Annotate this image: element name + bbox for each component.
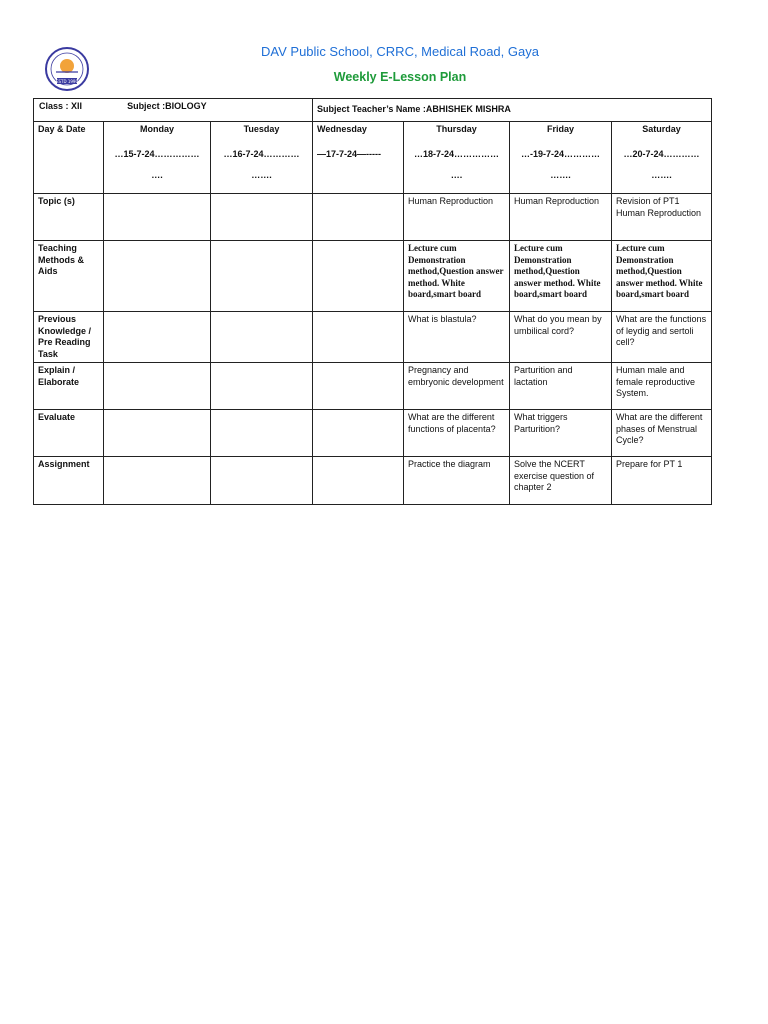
day-date-tail: ….	[151, 170, 163, 180]
table-cell: What triggers Parturition?	[510, 410, 612, 457]
school-name: DAV Public School, CRRC, Medical Road, Gaya	[261, 44, 539, 59]
table-cell	[313, 241, 404, 312]
table-cell: Practice the diagram	[404, 457, 510, 505]
table-cell	[104, 241, 211, 312]
day-name: Friday	[547, 124, 575, 134]
day-cell-friday	[510, 122, 612, 194]
day-date-row	[34, 122, 712, 194]
day-date: …-19-7-24…………	[521, 148, 601, 159]
plan-title: Weekly E-Lesson Plan	[333, 70, 467, 84]
table-row-evaluate	[34, 410, 712, 457]
table-cell	[211, 312, 313, 363]
table-row-previous-knowledge	[34, 312, 712, 363]
day-date-tail: …….	[550, 170, 571, 180]
table-cell: What are the different phases of Menstrual Cycle?	[612, 410, 712, 457]
table-cell	[313, 194, 404, 241]
table-cell: What are the different functions of placenta?	[404, 410, 510, 457]
day-cell-monday	[104, 122, 211, 194]
day-date-tail: …….	[651, 170, 672, 180]
table-cell	[104, 457, 211, 505]
table-cell	[104, 312, 211, 363]
table-cell: Revision of PT1 Human Reproduction	[612, 194, 712, 241]
table-cell	[211, 457, 313, 505]
day-name: Thursday	[436, 124, 477, 134]
table-cell	[211, 194, 313, 241]
table-cell	[211, 363, 313, 410]
day-date-tail: …….	[251, 170, 272, 180]
info-row	[34, 99, 712, 122]
subject-label: Subject :BIOLOGY	[127, 101, 207, 111]
table-cell: What do you mean by umbilical cord?	[510, 312, 612, 363]
table-cell	[313, 410, 404, 457]
table-cell: Parturition and lactation	[510, 363, 612, 410]
class-label: Class : XII	[39, 101, 83, 111]
row-label: Topic (s)	[34, 194, 104, 241]
table-row-teaching-methods	[34, 241, 712, 312]
table-row-explain	[34, 363, 712, 410]
table-cell	[211, 241, 313, 312]
table-cell	[211, 410, 313, 457]
table-cell	[313, 457, 404, 505]
lesson-plan-table	[33, 98, 712, 505]
class-subject-cell	[34, 99, 313, 122]
table-cell: What is blastula?	[404, 312, 510, 363]
table-cell: Prepare for PT 1	[612, 457, 712, 505]
day-date-header: Day & Date	[34, 122, 104, 194]
table-cell: Pregnancy and embryonic development	[404, 363, 510, 410]
logo-text: ESTD 1990	[55, 79, 79, 84]
day-cell-thursday	[404, 122, 510, 194]
table-cell: Solve the NCERT exercise question of chapter 2	[510, 457, 612, 505]
teacher-label: Subject Teacher’s Name :ABHISHEK MISHRA	[317, 104, 511, 115]
teacher-cell	[313, 99, 712, 122]
day-date: …20-7-24…………	[623, 148, 700, 159]
table-cell: Human Reproduction	[404, 194, 510, 241]
row-label: Explain / Elaborate	[34, 363, 104, 410]
row-label: Assignment	[34, 457, 104, 505]
table-cell: Lecture cum Demonstration method,Question answer method. White board,smart board	[510, 241, 612, 312]
row-label: Evaluate	[34, 410, 104, 457]
table-cell: Human Reproduction	[510, 194, 612, 241]
table-cell	[313, 312, 404, 363]
day-date: …16-7-24…………	[223, 148, 300, 159]
day-cell-wednesday	[313, 122, 404, 194]
day-cell-tuesday	[211, 122, 313, 194]
table-cell: Lecture cum Demonstration method,Question answer method. White board,smart board	[404, 241, 510, 312]
day-name: Monday	[139, 124, 174, 134]
day-name: Saturday	[642, 124, 681, 134]
school-logo	[44, 46, 90, 92]
table-cell	[313, 363, 404, 410]
table-cell: Lecture cum Demonstration method,Question answer method. White board,smart board	[612, 241, 712, 312]
table-cell	[104, 410, 211, 457]
table-row-topic	[34, 194, 712, 241]
table-cell	[104, 363, 211, 410]
day-date: …15-7-24……………	[114, 148, 200, 159]
day-date: —17-7-24—-----	[317, 148, 382, 159]
table-cell: Human male and female reproductive System.	[612, 363, 712, 410]
row-label: Previous Knowledge / Pre Reading Task	[34, 312, 104, 363]
day-date: …18-7-24……………	[414, 148, 500, 159]
day-name: Wednesday	[317, 124, 367, 134]
table-row-assignment	[34, 457, 712, 505]
row-label: Teaching Methods & Aids	[34, 241, 104, 312]
day-cell-saturday	[612, 122, 712, 194]
day-name: Tuesday	[243, 124, 280, 134]
day-date-tail: ….	[450, 170, 463, 180]
table-cell: What are the functions of leydig and sertoli cell?	[612, 312, 712, 363]
table-cell	[104, 194, 211, 241]
